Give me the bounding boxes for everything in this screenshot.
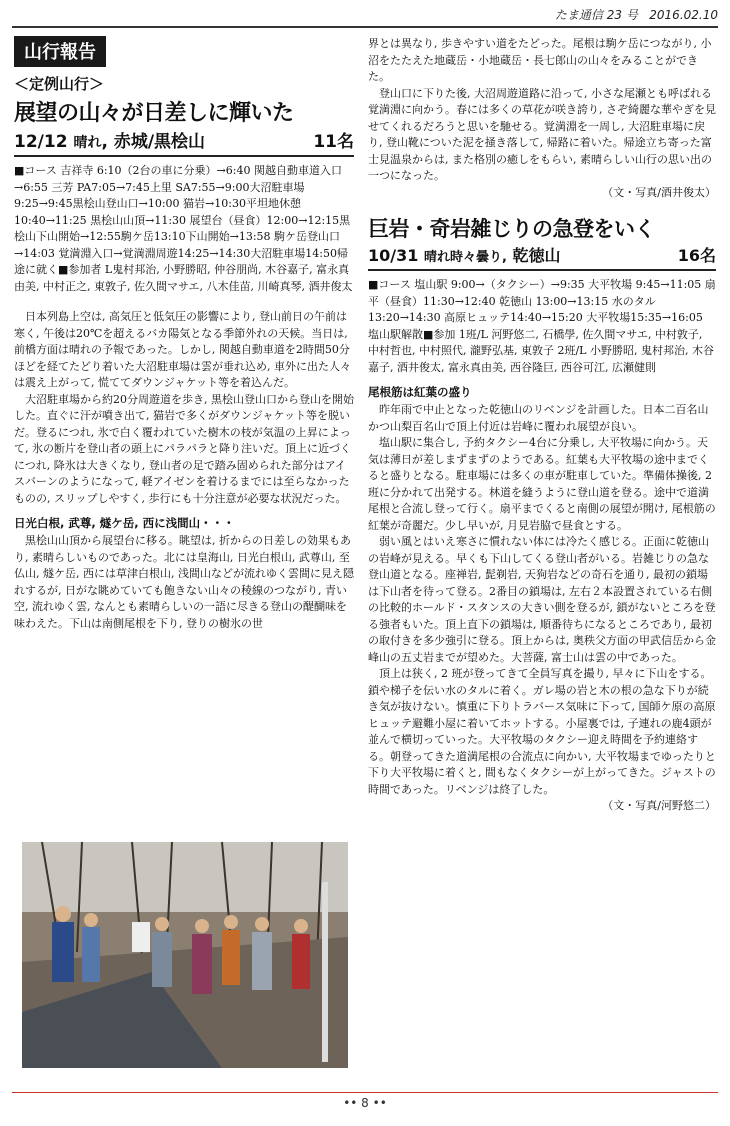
- sub-heading: 尾根筋は紅葉の盛り: [368, 385, 472, 399]
- course-info: ■コース 吉祥寺 6:10（2台の車に分乗）→6:40 関越自動車道入口→6:55 三芳 PA7:05→7:45上里 SA7:55→9:00大沼駐車場9:25→9:45黒桧山登山口→10:00 猫岩→10:30平坦地休憩10:40→11:25 黒桧山山頂→11:30 展望台（昼食）12:00→12:15黒桧山下山開始→12:55駒ケ岳13:10下山開始→13:58 駒ケ岳登山口→14:03 覚満淵入口→覚満淵周遊14:25→14:30大沼駐車場14:50帰途に就く■参加者 L鬼村邦治, 小野勝昭, 仲谷朋尚, 木谷嘉子, 富永真由美, 中村正之, 東敦子, 佐久間マサエ, 八木佳苗, 川崎真琴, 酒井俊太: [14, 164, 353, 293]
- group-hiking-photo: [22, 842, 348, 1068]
- article-mountain: 乾徳山: [512, 246, 561, 265]
- article-date-line: 12/12 晴れ, 赤城/黒桧山 11名: [14, 127, 354, 157]
- body-paragraph: 弱い風とはいえ寒さに慣れない体には冷たく感じる。正面に乾徳山の岩峰が見える。早くも下山してくる登山者がいる。岩雑じりの急な登山道となる。座禅岩, 髭剃岩, 天狗岩などの奇石を通り, 最初の鎖場は下山者を待って登る。2番目の鎖場は, 左右２本設置されている右側の比較的ホールド・スタンスの大きい側を登るが, 鎖がないところを登る強者もいた。頂上直下の鎖場は, 順番待ちになるところであり, 最初の取付きを多少強引に登る。頂上からは, 奥秩父方面の甲武信岳から金峰山の五丈岩までが望めた。大菩薩, 富士山は雲の中であった。: [368, 535, 716, 664]
- course-info: ■コース 塩山駅 9:00→（タクシー）→9:35 大平牧場 9:45→11:05 扇平（昼食）11:30→12:40 乾徳山 13:00→13:15 水のタル13:20→14:30 高原ヒュッテ14:40→15:20 大平牧場15:35→16:05 塩山駅解散■参加 1班/L 河野悠二, 石橋學, 佐久間マサエ, 中村敦子, 中村哲也, 中村照代, 瀧野弘基, 東敦子 2班/L 小野勝昭, 鬼村邦治, 木谷嘉子, 酒井俊太, 富永真由美, 西谷隆巨, 西谷可江, 広瀬健則: [368, 278, 716, 374]
- author-credit: （文・写真/河野悠二）: [602, 799, 716, 812]
- right-column: [368, 36, 716, 815]
- body-paragraph: 界とは異なり, 歩きやすい道をたどった。尾根は駒ケ岳につながり, 小沼をたたえた地蔵岳・小地蔵岳・長七郎山の山々をみることができた。: [368, 37, 712, 83]
- page-header: [555, 6, 718, 23]
- article-weather: 晴れ時々曇り,: [423, 250, 507, 265]
- article-category: ＜定例山行＞: [14, 75, 105, 93]
- header-rule: [12, 26, 718, 28]
- body-paragraph: 大沼駐車場から約20分周遊道を歩き, 黒桧山登山口から登山を開始した。直ぐに汗が噴き出て, 猫岩で多くがダウンジャケット等を脱いだ。登るにつれ, 氷で白く覆われていた樹木の枝が気温の上昇によって, 氷の断片を登山者の頭上にパラパラと降り注いだ。頂上に近づくにつれ, 降氷は大きくなり, 登山者の足で踏み固められた部分はアイスバーンのようになって, 軽アイゼンを着けるまでには至らなかったものの, スリップしやすく, 歩行にも十分注意が必要な状況だった。: [14, 392, 354, 505]
- article-date: 10/31: [368, 246, 419, 265]
- article-mountain: 赤城/黒桧山: [113, 132, 206, 152]
- participant-count: 11名: [313, 132, 354, 152]
- section-label: 山行報告: [14, 36, 106, 67]
- body-paragraph: 頂上は狭く, 2 班が登ってきて全員写真を撮り, 早々に下山をする。鎖や梯子を伝い水のタルに着く。ガレ場の岩と木の根の急な下りが続き気が抜けない。慎重に下りトラバース気味に下って, 国師ケ原の高原ヒュッテ避難小屋に着いてホットする。小屋裏では, 子連れの鹿4頭が並んで横切っていった。大平牧場のタクシー迎え時間を予約連絡する。朝登ってきた道満尾根の合流点に向かい, 大平牧場までゆったりと下り大平牧場に着くと, 間もなくタクシーが上がってきた。ジャストの時間であった。リベンジは終了した。: [368, 667, 716, 796]
- article-date-line: [368, 243, 716, 271]
- publication-date: 2016.02.10: [649, 8, 718, 22]
- footer-rule: [12, 1092, 718, 1093]
- body-paragraph: 登山口に下りた後, 大沼周遊道路に沿って, 小さな尾瀬とも呼ばれる覚満淵に向かう。春には多くの草花が咲き誇り, さぞ綺麗な華やぎを見せてくれるだろうと思いを馳せる。覚満淵を一周し, 大沼駐車場に戻り, 登山靴についた泥を掻き落して, 帰路に着いた。帰途立ち寄った富士見温泉からは, また格別の癒しをもらい, 素晴らしい山行の思い出の一つになった。: [368, 86, 716, 182]
- body-paragraph: 黒桧山山頂から展望台に移る。眺望は, 折からの日差しの効果もあり, 素晴らしいものであった。北には皇海山, 日光白根山, 武尊山, 至仏山, 燧ケ岳, 西には草津白根山, 浅間山などが流れゆく雲間に見え隠れするが, 日がな眺めていても飽きない山々の稜線のつながり, 青い空, 流れゆく雲, なんとも素晴らしいの一語に尽きる登山の醍醐味を味わえた。下山は南側尾根を下り, 登りの樹氷の世: [14, 534, 354, 630]
- sub-heading: 日光白根, 武尊, 燧ケ岳, 西に浅間山・・・: [14, 516, 235, 530]
- page-footer: •• 8 ••: [343, 1096, 387, 1110]
- article-date: 12/12: [14, 132, 68, 152]
- article-weather: 晴れ: [73, 135, 102, 151]
- publication-name: たま通信 23 号: [554, 8, 638, 22]
- body-paragraph: 昨年雨で中止となった乾徳山のリベンジを計画した。日本二百名山かつ山梨百名山で頂上付近は岩峰に覆われ展望が良い。: [368, 403, 709, 433]
- article-headline: 展望の山々が日差しに輝いた: [14, 101, 294, 126]
- article-headline: 巨岩・奇岩雑じりの急登をいく: [368, 217, 655, 241]
- body-paragraph: 塩山駅に集合し, 予約タクシー4台に分乗し, 大平牧場に向かう。天気は薄日が差しまずまずのようである。紅葉も大平牧場の途中までくると盛りとなる。駐車場には多くの車が駐車していた。準備体操後, 2班に分かれて出発する。林道を縫うように登山道を登る。途中で道満尾根と合流し登って行く。扇平までくると南側の展望が開け, 尾根筋の紅葉が奇麗だ。少し早いが, 月見岩脇で昼食とする。: [368, 436, 716, 532]
- body-paragraph: 日本列島上空は, 高気圧と低気圧の影響により, 登山前日の午前は寒く, 午後は20℃を超えるバカ陽気となる季節外れの天候。当日は, 前橋方面は晴れの予報であった。しかし, 関越自動車道を2時間50分ほどを経てたどり着いた大沼駐車場は雲が垂れ込め, 車外に出た人々は震え上がって, 慌ててダウンジャケット等を着込んだ。: [14, 310, 351, 389]
- page-number: 8: [361, 1096, 369, 1110]
- participant-count: 16名: [677, 246, 716, 265]
- author-credit: （文・写真/酒井俊太）: [602, 185, 716, 199]
- left-column: [14, 36, 354, 632]
